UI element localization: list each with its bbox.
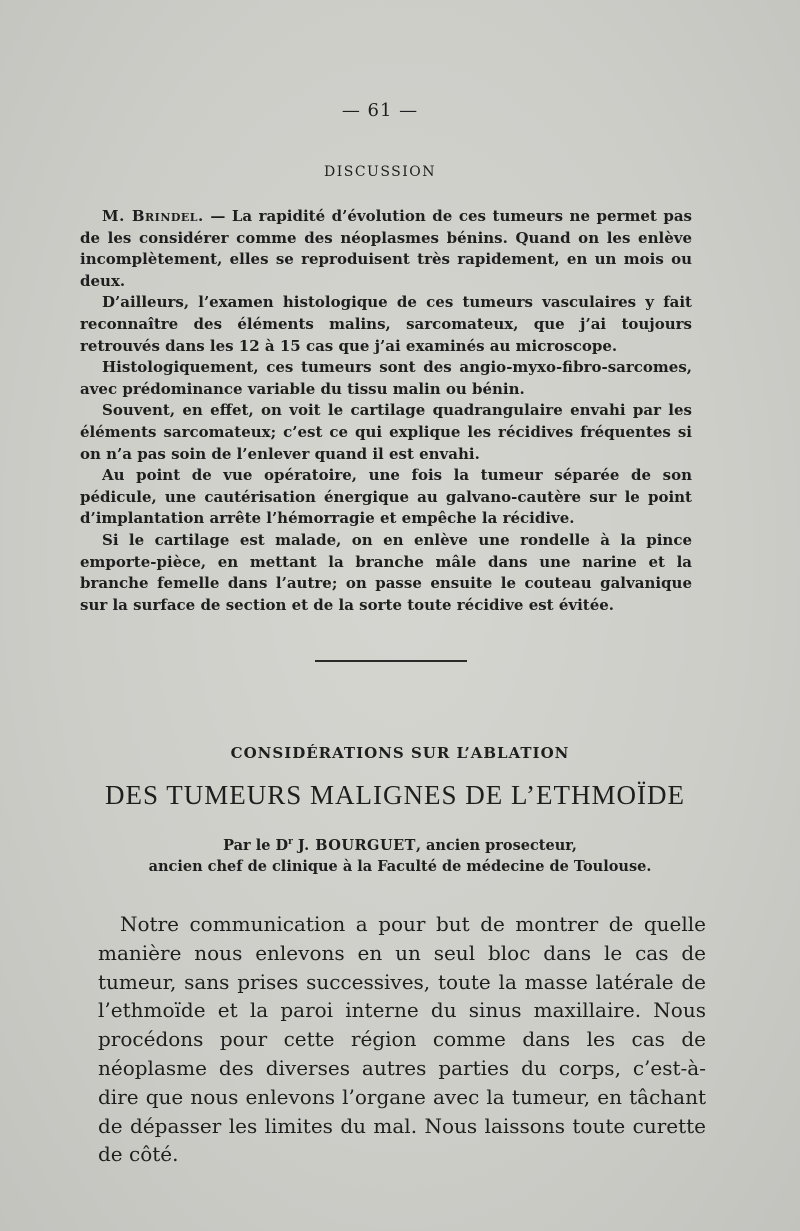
byline-prefix: Par le D (223, 836, 289, 854)
discussion-paragraph (80, 206, 692, 292)
discussion-paragraph: Histologiquement, ces tumeurs sont des angio-myxo-fibro-sarcomes, avec prédominance variable du tissu malin ou bénin. (80, 358, 692, 398)
discussion-paragraph: Si le cartilage est malade, on en enlève une rondelle à la pince emporte-pièce, en mettant la branche mâle dans une narine et la branche femelle dans l’autre; on passe ensuite le couteau galvanique sur la surface de section et de la sorte toute récidive est évitée. (80, 530, 692, 614)
discussion-paragraph-text: — La rapidité d’évolution de ces tumeurs ne permet pas de les considérer comme des néoplasmes bénins. Quand on les enlève incomplètement, elles se reproduisent très rapidement, en un mois ou deux. (80, 207, 692, 290)
byline-sup: r (288, 837, 293, 847)
speaker-name: M. Brindel. (102, 207, 204, 225)
page-number: — 61 — (341, 100, 419, 121)
discussion-heading: DISCUSSION (323, 164, 437, 180)
article-byline (80, 832, 720, 877)
author-name: J. BOURGUET (297, 836, 416, 854)
discussion-section (80, 206, 692, 616)
byline-line-1 (80, 832, 720, 856)
discussion-paragraph: Au point de vue opératoire, une fois la tumeur séparée de son pédicule, une cautérisation énergique au galvano-cautère sur le point d’implantation arrête l’hémorragie et empêche la récidive. (80, 466, 692, 528)
article-title: DES TUMEURS MALIGNES DE L’ETHMOÏDE (105, 780, 685, 810)
byline-line-2: ancien chef de clinique à la Faculté de médecine de Toulouse. (148, 857, 652, 875)
article-body (98, 910, 706, 1169)
section-divider (315, 660, 467, 662)
discussion-paragraph: D’ailleurs, l’examen histologique de ces tumeurs vasculaires y fait reconnaître des éléments malins, sarcomateux, que j’ai toujours retrouvés dans les 12 à 15 cas que j’ai examinés au microscope. (80, 293, 692, 355)
article-kicker: CONSIDÉRATIONS SUR L’ABLATION (230, 744, 570, 762)
discussion-paragraph: Souvent, en effet, on voit le cartilage quadrangulaire envahi par les éléments sarcomateux; c’est ce qui explique les récidives fréquentes si on n’a pas soin de l’enlever quand il est envahi. (80, 401, 692, 463)
article-paragraph: Notre communication a pour but de montrer de quelle manière nous enlevons en un seul bloc dans le cas de tumeur, sans prises successives, toute la masse latérale de l’ethmoïde et la paroi interne du sinus maxillaire. Nous procédons pour cette région comme dans les cas de néoplasme des diverses autres parties du corps, c’est-à-dire que nous enlevons l’organe avec la tumeur, en tâchant de dépasser les limites du mal. Nous laissons toute curette de côté. (98, 912, 706, 1167)
byline-affiliation-1: , ancien prosecteur, (415, 836, 577, 854)
